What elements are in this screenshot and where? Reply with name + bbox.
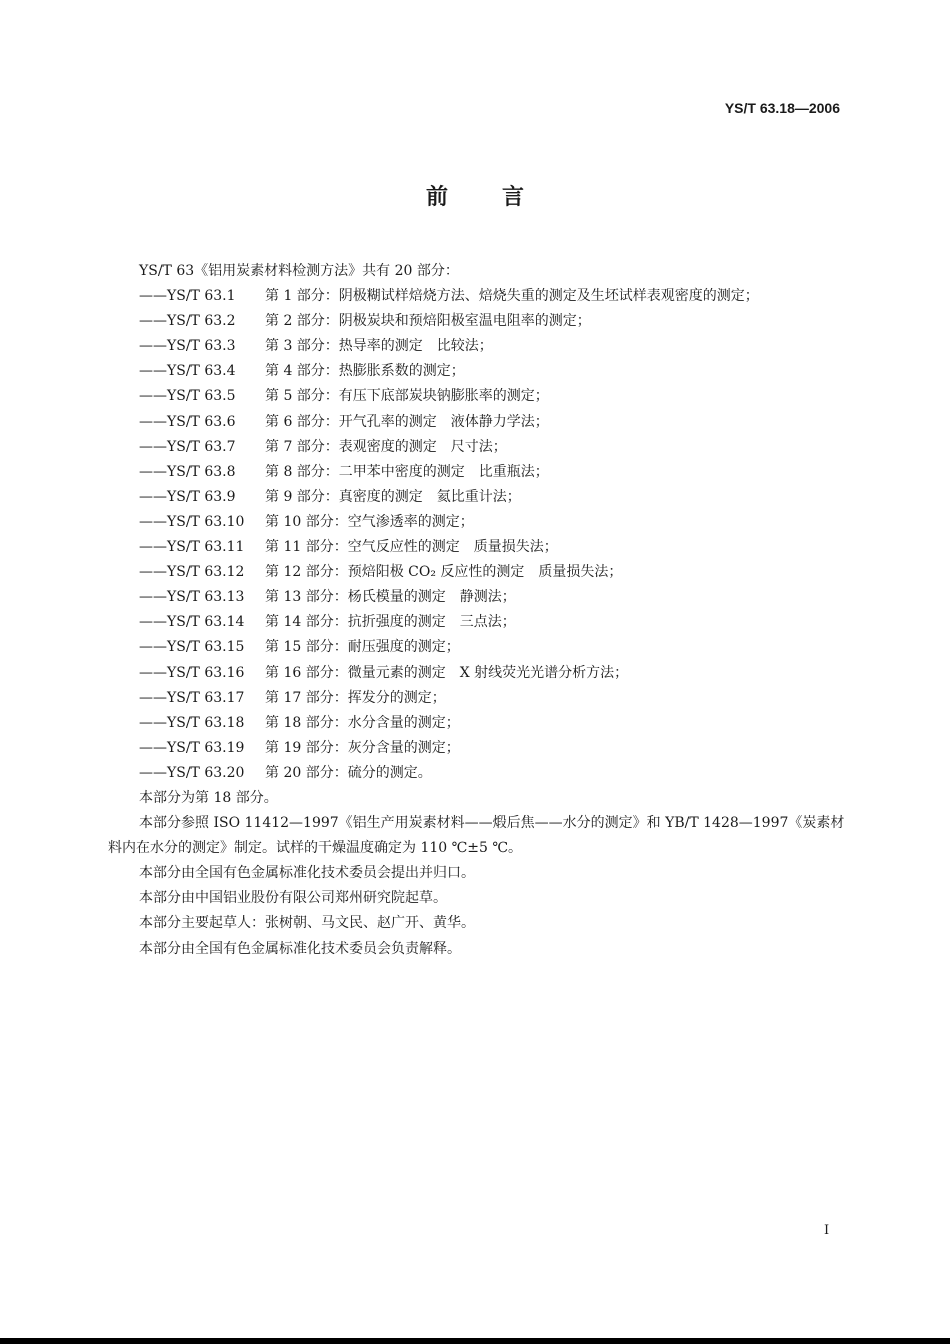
part-code: YS/T 63.9 xyxy=(167,488,236,505)
part-title: 第 7 部分：表观密度的测定 尺寸法； xyxy=(265,438,507,455)
list-dash: —— xyxy=(139,639,167,656)
interpretation-paragraph: 本部分由全国有色金属标准化技术委员会负责解释。 xyxy=(139,940,461,957)
part-title: 第 15 部分：耐压强度的测定； xyxy=(265,639,460,656)
list-dash: —— xyxy=(139,664,167,681)
part-code: YS/T 63.1 xyxy=(167,288,236,305)
title-char-1: 前 xyxy=(425,185,448,210)
part-list-item xyxy=(108,711,848,736)
part-list-item xyxy=(108,610,848,635)
part-code: YS/T 63.11 xyxy=(167,539,245,556)
part-code: YS/T 63.12 xyxy=(167,564,245,581)
list-dash: —— xyxy=(139,463,167,480)
list-dash: —— xyxy=(139,488,167,505)
part-list-item xyxy=(108,460,848,485)
reference-paragraph: 本部分参照 ISO 11412—1997《铝生产用炭素材料——煅后焦——水分的测定》和 YB/T 1428—1997《炭素材料内在水分的测定》制定。试样的干燥温度确定为 110 ℃±5 ℃。 xyxy=(108,815,845,857)
part-list-item xyxy=(108,485,848,510)
standard-code: YS/T 63.18—2006 xyxy=(724,100,840,116)
part-code: YS/T 63.16 xyxy=(167,664,245,681)
part-title: 第 20 部分：硫分的测定。 xyxy=(265,764,432,781)
part-title: 第 10 部分：空气渗透率的测定； xyxy=(265,513,474,530)
part-title: 第 18 部分：水分含量的测定； xyxy=(265,714,460,731)
part-title: 第 13 部分：杨氏模量的测定 静测法； xyxy=(265,589,516,606)
list-dash: —— xyxy=(139,413,167,430)
part-list-item xyxy=(108,761,848,786)
page-title xyxy=(0,180,950,211)
part-code: YS/T 63.15 xyxy=(167,639,245,656)
list-dash: —— xyxy=(139,539,167,556)
part-list-item xyxy=(108,736,848,761)
part-title: 第 3 部分：热导率的测定 比较法； xyxy=(265,338,493,355)
part-code: YS/T 63.3 xyxy=(167,338,236,355)
part-code: YS/T 63.20 xyxy=(167,764,245,781)
part-code: YS/T 63.13 xyxy=(167,589,245,606)
this-part-paragraph: 本部分为第 18 部分。 xyxy=(139,789,278,806)
proposed-paragraph: 本部分由全国有色金属标准化技术委员会提出并归口。 xyxy=(139,865,475,882)
part-code: YS/T 63.10 xyxy=(167,513,245,530)
part-list-item xyxy=(108,686,848,711)
part-title: 第 5 部分：有压下底部炭块钠膨胀率的测定； xyxy=(265,388,549,405)
part-title: 第 14 部分：抗折强度的测定 三点法； xyxy=(265,614,516,631)
part-list-item xyxy=(108,560,848,585)
part-code: YS/T 63.5 xyxy=(167,388,236,405)
part-list-item xyxy=(108,309,848,334)
list-dash: —— xyxy=(139,288,167,305)
part-list-item xyxy=(108,535,848,560)
part-title: 第 2 部分：阴极炭块和预焙阳极室温电阻率的测定； xyxy=(265,313,591,330)
list-dash: —— xyxy=(139,764,167,781)
list-dash: —— xyxy=(139,388,167,405)
part-code: YS/T 63.14 xyxy=(167,614,245,631)
list-dash: —— xyxy=(139,714,167,731)
part-title: 第 9 部分：真密度的测定 氦比重计法； xyxy=(265,488,521,505)
part-title: 第 12 部分：预焙阳极 CO₂ 反应性的测定 质量损失法； xyxy=(265,564,623,581)
part-list-item xyxy=(108,410,848,435)
part-code: YS/T 63.8 xyxy=(167,463,236,480)
part-title: 第 17 部分：挥发分的测定； xyxy=(265,689,446,706)
part-code: YS/T 63.7 xyxy=(167,438,236,455)
part-code: YS/T 63.18 xyxy=(167,714,245,731)
part-list-item xyxy=(108,510,848,535)
part-list-item xyxy=(108,635,848,660)
part-list-item xyxy=(108,284,848,309)
list-dash: —— xyxy=(139,564,167,581)
part-code: YS/T 63.2 xyxy=(167,313,236,330)
list-dash: —— xyxy=(139,338,167,355)
title-char-2: 言 xyxy=(502,185,525,210)
page-number: I xyxy=(824,1223,830,1238)
intro-line: YS/T 63《铝用炭素材料检测方法》共有 20 部分： xyxy=(139,263,459,279)
part-list-item xyxy=(108,661,848,686)
part-title: 第 19 部分：灰分含量的测定； xyxy=(265,739,460,756)
list-dash: —— xyxy=(139,739,167,756)
part-code: YS/T 63.17 xyxy=(167,689,245,706)
drafters-paragraph: 本部分主要起草人：张树朝、马文民、赵广开、黄华。 xyxy=(139,915,475,932)
part-code: YS/T 63.19 xyxy=(167,739,245,756)
list-dash: —— xyxy=(139,438,167,455)
part-list-item xyxy=(108,585,848,610)
part-title: 第 11 部分：空气反应性的测定 质量损失法； xyxy=(265,539,558,556)
list-dash: —— xyxy=(139,313,167,330)
part-code: YS/T 63.4 xyxy=(167,363,236,380)
part-list-item xyxy=(108,359,848,384)
drafted-paragraph: 本部分由中国铝业股份有限公司郑州研究院起草。 xyxy=(139,890,447,907)
part-title: 第 16 部分：微量元素的测定 X 射线荧光光谱分析方法； xyxy=(265,664,629,681)
list-dash: —— xyxy=(139,513,167,530)
part-list-item xyxy=(108,435,848,460)
list-dash: —— xyxy=(139,363,167,380)
list-dash: —— xyxy=(139,689,167,706)
foreword-body xyxy=(108,259,848,962)
part-title: 第 1 部分：阴极糊试样焙烧方法、焙烧失重的测定及生坯试样表观密度的测定； xyxy=(265,288,759,305)
list-dash: —— xyxy=(139,614,167,631)
parts-list xyxy=(108,284,848,786)
list-dash: —— xyxy=(139,589,167,606)
part-list-item xyxy=(108,384,848,409)
part-title: 第 6 部分：开气孔率的测定 液体静力学法； xyxy=(265,413,549,430)
part-title: 第 4 部分：热膨胀系数的测定； xyxy=(265,363,465,380)
part-code: YS/T 63.6 xyxy=(167,413,236,430)
part-list-item xyxy=(108,334,848,359)
bottom-border xyxy=(0,1338,950,1344)
part-title: 第 8 部分：二甲苯中密度的测定 比重瓶法； xyxy=(265,463,549,480)
